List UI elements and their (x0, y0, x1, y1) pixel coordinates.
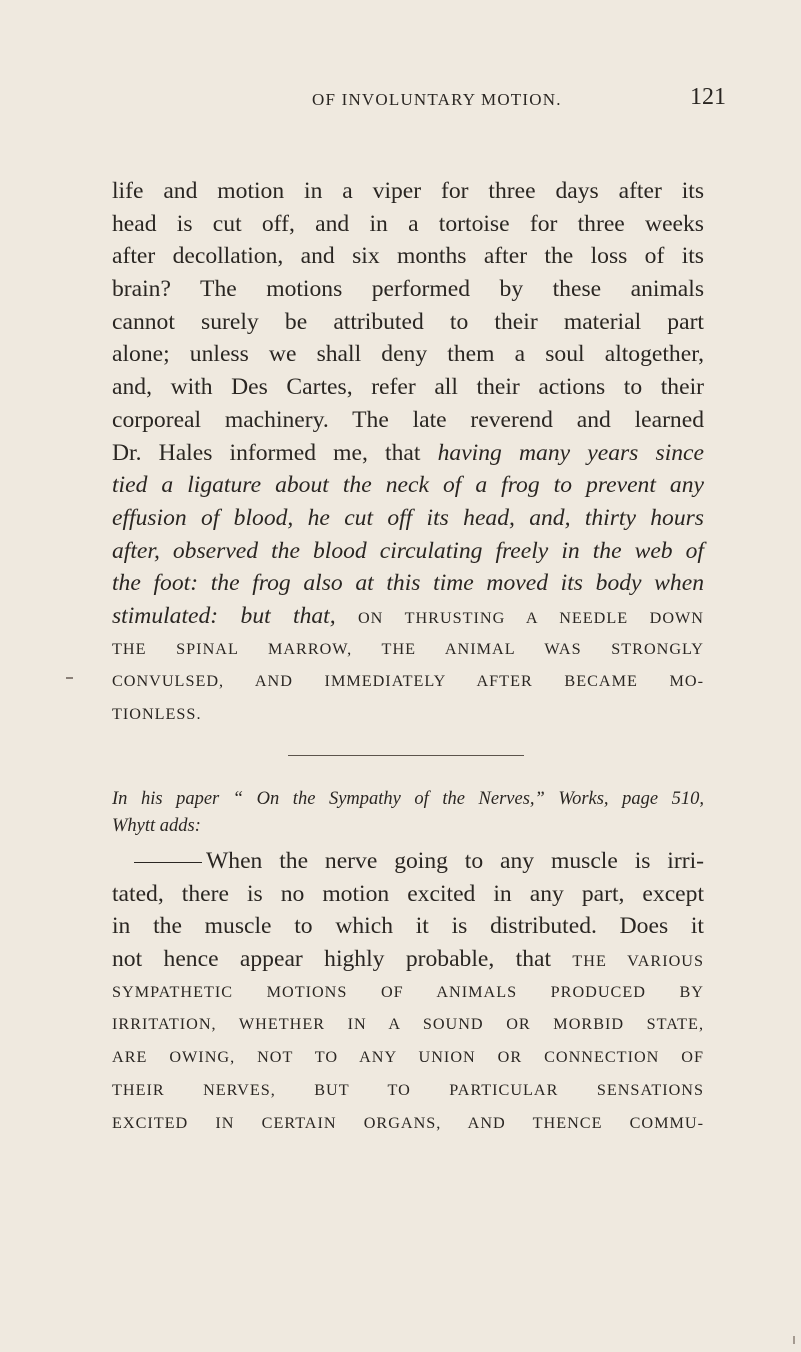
italic-quotation: stimulated: but that, (112, 602, 358, 629)
margin-mark (66, 677, 73, 679)
page-number: 121 (690, 84, 726, 110)
text-line (112, 437, 704, 470)
text-line: EXCITED IN CERTAIN ORGANS, AND THENCE COMMU- (112, 1113, 704, 1132)
italic-quotation: tied a ligature about the neck of a frog to prevent any (112, 472, 704, 499)
text-line: after decollation, and six months after the loss of its (112, 243, 704, 270)
text-line (112, 600, 704, 633)
text-line: CONVULSED, AND IMMEDIATELY AFTER BECAME MO- (112, 672, 704, 691)
italic-quotation: the foot: the frog also at this time moved its body when (112, 570, 704, 597)
text-line: TIONLESS. (112, 705, 202, 723)
text-line: ARE OWING, NOT TO ANY UNION OR CONNECTION OF (112, 1048, 704, 1067)
text-line: head is cut off, and in a tortoise for three weeks (112, 210, 704, 237)
text-line: THE SPINAL MARROW, THE ANIMAL WAS STRONGLY (112, 639, 704, 658)
text-line: alone; unless we shall deny them a soul altogether, (112, 341, 704, 368)
running-head: OF INVOLUNTARY MOTION. (312, 90, 562, 109)
text-line: IRRITATION, WHETHER IN A SOUND OR MORBID STATE, (112, 1015, 704, 1034)
text-segment: Dr. Hales informed me, that (112, 439, 438, 466)
italic-quotation: having many years since (437, 439, 704, 466)
text-line (112, 469, 704, 502)
text-line (112, 845, 704, 878)
text-line: brain? The motions performed by these animals (112, 276, 704, 303)
text-line: cannot surely be attributed to their material part (112, 308, 704, 335)
italic-quotation: after, observed the blood circulating freely in the web of (112, 537, 704, 564)
text-line: corporeal machinery. The late reverend and learned (112, 406, 704, 433)
text-line: tated, there is no motion excited in any part, except (112, 880, 704, 907)
note-line: In his paper “ On the Sympathy of the Nerves,” Works, page 510, (112, 789, 704, 809)
quote-paragraph (112, 845, 704, 1139)
text-line: and, with Des Cartes, refer all their actions to their (112, 374, 704, 401)
text-line (112, 567, 704, 600)
text-segment: When the nerve going to any muscle is irri- (206, 848, 704, 874)
text-segment: not hence appear highly probable, that (112, 946, 573, 973)
text-line (112, 535, 704, 568)
text-line: SYMPATHETIC MOTIONS OF ANIMALS PRODUCED BY (112, 982, 704, 1001)
main-paragraph (112, 175, 704, 731)
note-paragraph (112, 786, 704, 840)
text-line: in the muscle to which it is distributed. Does it (112, 913, 704, 940)
small-caps-text: THE VARIOUS (572, 952, 704, 971)
text-line: life and motion in a viper for three days after its (112, 178, 704, 204)
small-caps-text: ON THRUSTING A NEEDLE DOWN (357, 608, 704, 627)
italic-quotation: effusion of blood, he cut off its head, and, thirty hours (112, 504, 704, 531)
note-line: Whytt adds: (112, 816, 201, 836)
text-line: THEIR NERVES, BUT TO PARTICULAR SENSATIONS (112, 1080, 704, 1099)
text-line (112, 502, 704, 535)
text-line (112, 943, 704, 976)
section-divider (288, 755, 524, 756)
em-dash-rule (134, 862, 202, 863)
margin-mark (793, 1336, 795, 1344)
